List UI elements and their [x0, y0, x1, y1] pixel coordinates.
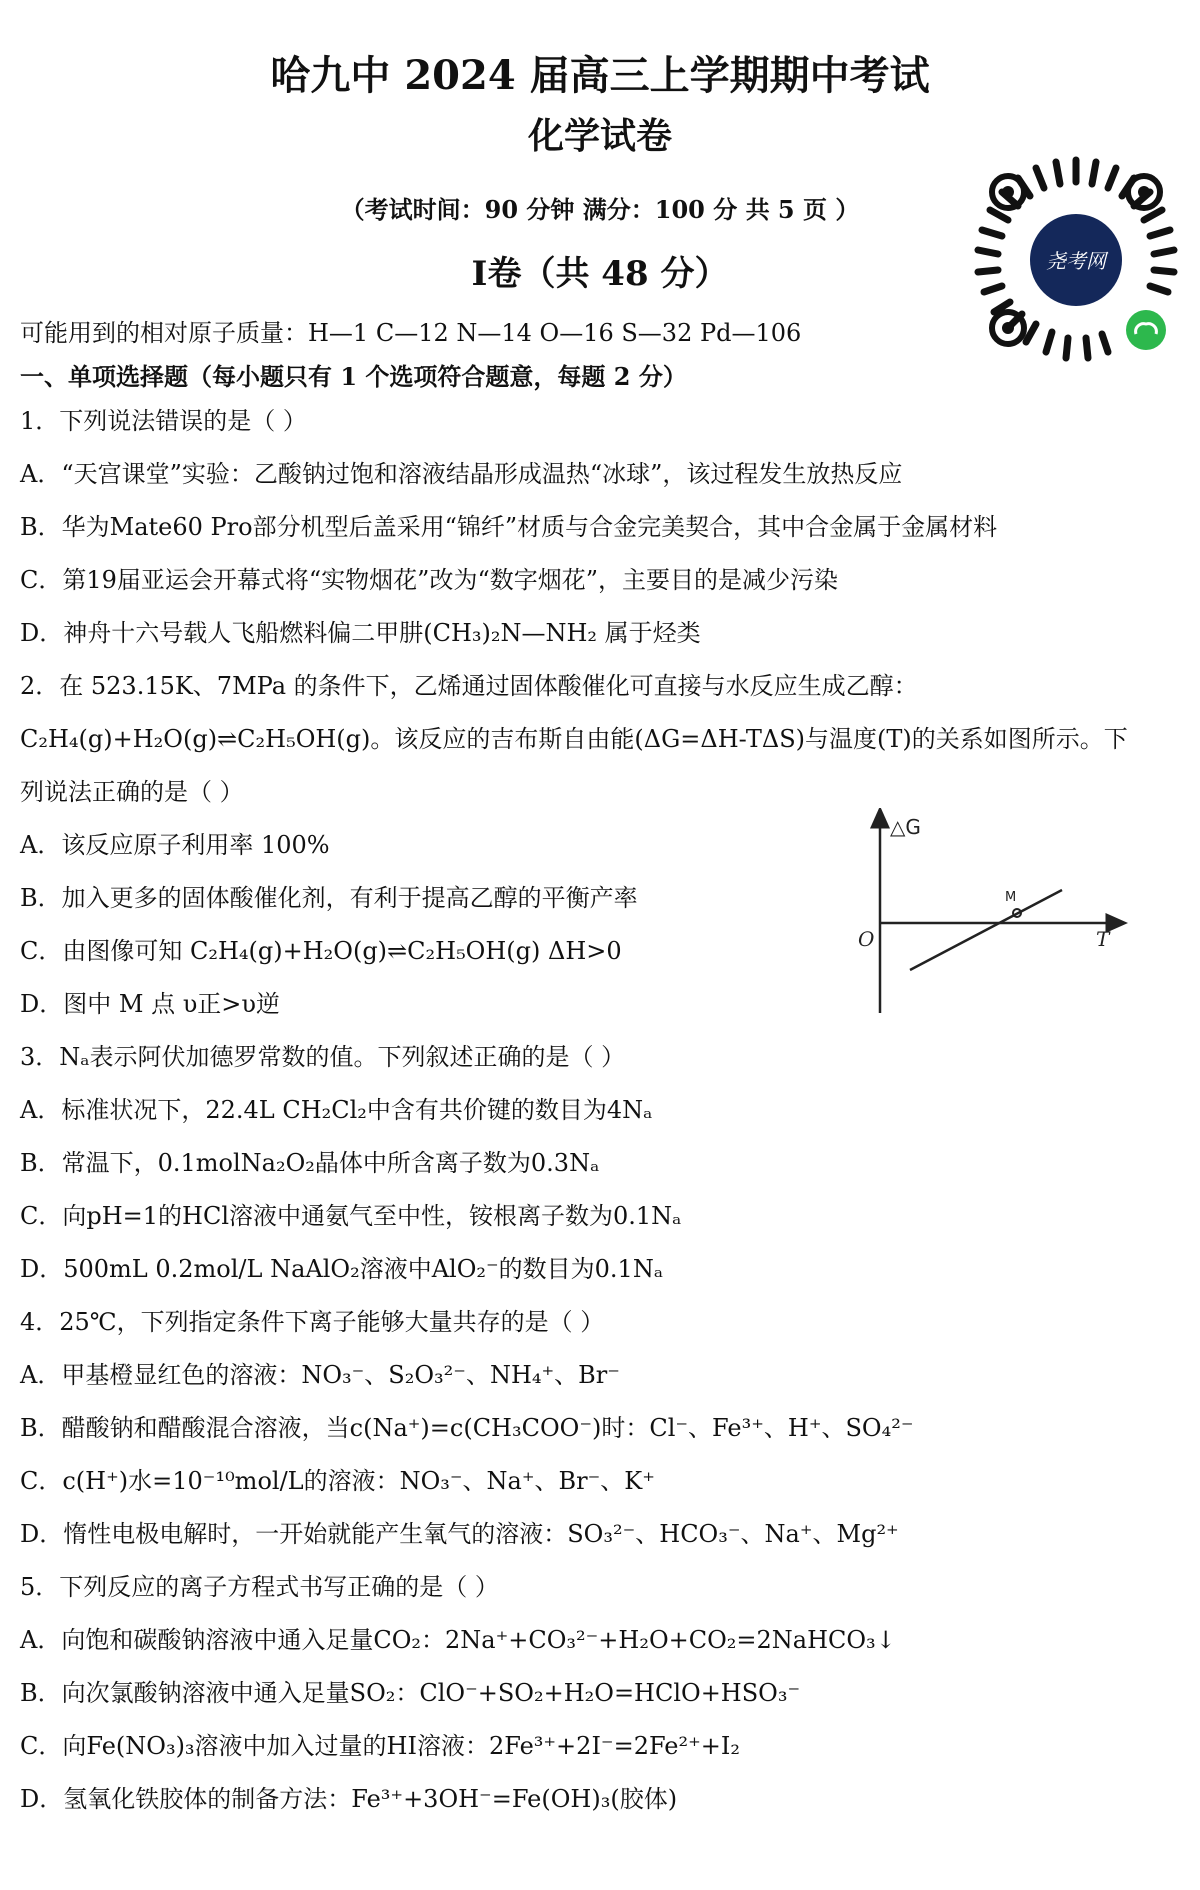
question-5-option-a: A．向饱和碳酸钠溶液中通入足量CO₂：2Na⁺+CO₃²⁻+H₂O+CO₂=2NaHCO₃↓	[20, 1626, 896, 1654]
question-1-option-d: D．神舟十六号载人飞船燃料偏二甲肼(CH₃)₂N—NH₂ 属于烃类	[20, 619, 701, 647]
question-5-option-d: D．氢氧化铁胶体的制备方法：Fe³⁺+3OH⁻=Fe(OH)₃(胶体)	[20, 1785, 678, 1813]
question-4-option-d: D．惰性电极电解时，一开始就能产生氧气的溶液：SO₃²⁻、HCO₃⁻、Na⁺、Mg²⁺	[20, 1520, 899, 1548]
part-heading: 一、单项选择题（每小题只有 1 个选项符合题意，每题 2 分）	[20, 362, 687, 391]
question-3-option-a: A．标准状况下，22.4L CH₂Cl₂中含有共价键的数目为4Nₐ	[20, 1096, 653, 1124]
question-4-option-c: C．c(H⁺)水=10⁻¹⁰mol/L的溶液：NO₃⁻、Na⁺、Br⁻、K⁺	[20, 1467, 655, 1495]
question-2-option-d: D．图中 M 点 υ正>υ逆	[20, 990, 280, 1018]
question-3-stem: 3．Nₐ表示阿伏加德罗常数的值。下列叙述正确的是（ ）	[20, 1043, 626, 1071]
question-4-stem: 4．25℃，下列指定条件下离子能够大量共存的是（ ）	[20, 1308, 605, 1336]
exam-info: （考试时间：90 分钟 满分：100 分 共 5 页 ）	[340, 195, 860, 224]
question-5-stem: 5．下列反应的离子方程式书写正确的是（ ）	[20, 1573, 499, 1601]
question-3-option-d: D．500mL 0.2mol/L NaAlO₂溶液中AlO₂⁻的数目为0.1Nₐ	[20, 1255, 664, 1283]
question-4-option-b: B．醋酸钠和醋酸混合溶液，当c(Na⁺)=c(CH₃COO⁻)时：Cl⁻、Fe³⁺、H⁺、SO₄²⁻	[20, 1414, 914, 1442]
question-5-option-b: B．向次氯酸钠溶液中通入足量SO₂：ClO⁻+SO₂+H₂O=HClO+HSO₃⁻	[20, 1679, 801, 1707]
atomic-masses: 可能用到的相对原子质量：H—1 C—12 N—14 O—16 S—32 Pd—106	[20, 319, 802, 347]
section-title: I卷（共 48 分）	[471, 254, 729, 294]
point-m-label: M	[1005, 890, 1017, 905]
question-1-stem: 1．下列说法错误的是（ ）	[20, 407, 307, 435]
question-1-option-b: B．华为Mate60 Pro部分机型后盖采用“锦纤”材质与合金完美契合，其中合金属于金属材料	[20, 513, 998, 541]
exam-title: 哈九中 2024 届高三上学期期中考试	[270, 52, 930, 99]
question-2-stem-line-1: 2．在 523.15K、7MPa 的条件下，乙烯通过固体酸催化可直接与水反应生成乙醇：	[20, 672, 918, 700]
question-2-option-c: C．由图像可知 C₂H₄(g)+H₂O(g)⇌C₂H₅OH(g) ΔH>0	[20, 937, 622, 965]
question-5-option-c: C．向Fe(NO₃)₃溶液中加入过量的HI溶液：2Fe³⁺+2I⁻=2Fe²⁺+I₂	[20, 1732, 741, 1760]
delta-g-line	[910, 890, 1062, 970]
question-3-option-b: B．常温下，0.1molNa₂O₂晶体中所含离子数为0.3Nₐ	[20, 1149, 600, 1177]
question-2-stem-line-2: C₂H₄(g)+H₂O(g)⇌C₂H₅OH(g)。该反应的吉布斯自由能(ΔG=ΔH-TΔS)与温度(T)的关系如图所示。下	[20, 725, 1128, 753]
x-axis-label: T	[1096, 927, 1110, 951]
question-4-option-a: A．甲基橙显红色的溶液：NO₃⁻、S₂O₃²⁻、NH₄⁺、Br⁻	[20, 1361, 620, 1389]
question-3-option-c: C．向pH=1的HCl溶液中通氨气至中性，铵根离子数为0.1Nₐ	[20, 1202, 682, 1230]
qr-code-icon	[968, 152, 1184, 368]
question-1-option-c: C．第19届亚运会开幕式将“实物烟花”改为“数字烟花”，主要目的是减少污染	[20, 566, 838, 594]
question-2-option-a: A．该反应原子利用率 100%	[20, 831, 330, 859]
origin-label: O	[858, 927, 875, 951]
question-2-option-b: B．加入更多的固体酸催化剂，有利于提高乙醇的平衡产率	[20, 884, 638, 912]
y-axis-label: △G	[890, 815, 921, 839]
subject-title: 化学试卷	[527, 115, 672, 157]
qr-logo-text: 尧考网	[1046, 249, 1106, 273]
delta-g-vs-t-figure	[850, 808, 1140, 1018]
question-1-option-a: A．“天宫课堂”实验：乙酸钠过饱和溶液结晶形成温热“冰球”，该过程发生放热反应	[20, 460, 903, 488]
question-2-stem-line-3: 列说法正确的是（ ）	[20, 778, 244, 806]
